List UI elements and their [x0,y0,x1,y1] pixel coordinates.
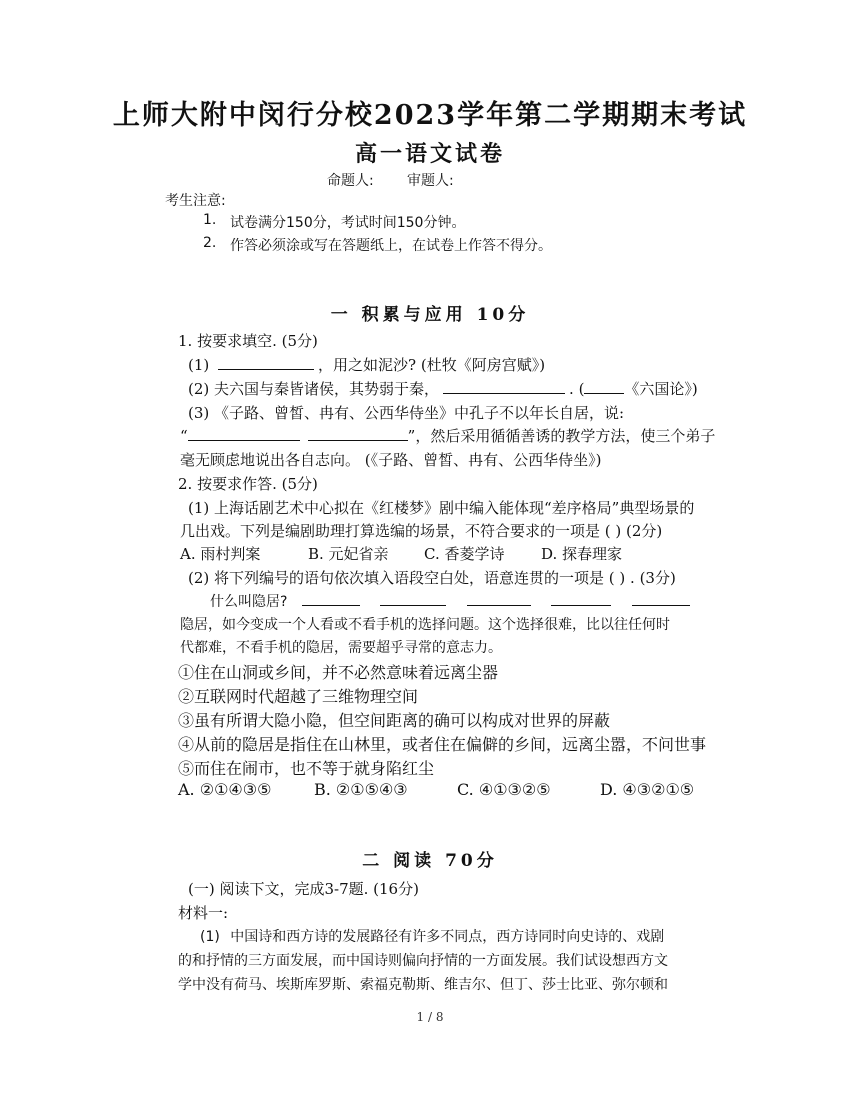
passage-line2: 隐居，如今变成一个人看或不看手机的选择问题。这个选择很难，比以往任何时 [180,617,670,633]
para-mark: (1) [200,929,220,945]
q1-sub3-line1: (3) 《子路、曾皙、冉有、公西华侍坐》中孔子不以年长自居，说: [188,404,625,422]
q1-sub2-text: (2) 夫六国与秦皆诸侯，其势弱于秦， [188,380,440,398]
para-line1-text: 中国诗和西方诗的发展路径有许多不同点，西方诗同时向史诗的、戏剧 [230,929,665,945]
section1-title: 一 积累与应用 10分 [330,305,530,325]
para-line1 [200,926,664,946]
q1-sub1 [188,354,545,375]
answer-blank [188,426,300,441]
q2-sub1-option-a: A. 雨村判案 [180,545,261,563]
answer-blank [467,591,531,606]
choice-5: ⑤而住在闹市，也不等于就身陷红尘 [178,759,435,778]
reviewer-label: 审题人: [407,173,454,189]
q1-stem: 1. 按要求填空. (5分) [178,332,318,350]
q2-sub1-option-b: B. 元妃省亲 [308,545,389,563]
exam-title: 上师大附中闵行分校2023学年第二学期期末考试 [112,100,748,131]
answer-blank [380,591,446,606]
passage-line3: 代都难，不看手机的隐居，需要超乎寻常的意志力。 [180,640,502,656]
answer-d: D. ④③②①⑤ [600,780,695,799]
passage-question: 什么叫隐居? [210,594,288,610]
answer-c: C. ④①③②⑤ [457,780,551,799]
page-number: 1 / 8 [416,1010,444,1024]
section2-title: 二 阅读 70分 [362,851,498,871]
q2-sub1-line2: 几出戏。下列是编剧助理打算选编的场景，不符合要求的一项是 ( ) (2分) [180,522,663,540]
q1-sub3-line3: 毫无顾虑地说出各自志向。 (《子路、曾皙、冉有、公西华侍坐》) [180,451,602,469]
note-1-text: 试卷满分150分，考试时间150分钟。 [230,215,466,231]
choice-4: ④从前的隐居是指住在山林里，或者住在偏僻的乡间，远离尘嚣，不问世事 [178,735,707,754]
q1-sub3-line2 [180,425,715,446]
q1-sub2-tail: . ( [569,380,585,398]
answer-blank [218,355,314,370]
q2-sub1-option-d: D. 探春理家 [541,545,623,563]
section2-intro: (一) 阅读下文，完成3-7题. (16分) [188,880,419,898]
q1-sub1-num: (1) [188,356,210,374]
note-2-num: 2. [203,235,217,251]
answer-blank [308,426,408,441]
q1-sub2 [188,378,698,399]
note-2-text: 作答必须涂或写在答题纸上，在试卷上作答不得分。 [230,238,552,254]
q2-sub1-line1: (1) 上海话剧艺术中心拟在《红楼梦》剧中编入能体现“差序格局”典型场景的 [188,499,695,517]
answer-blank [302,591,360,606]
exam-subtitle: 高一语文试卷 [354,141,505,167]
setter-label: 命题人: [327,173,374,189]
material-label: 材料一: [178,904,229,922]
q2-sub2-line1: (2) 将下列编号的语句依次填入语段空白处，语意连贯的一项是 ( ) . (3分) [188,569,676,587]
q1-sub3-tail: ”，然后采用循循善诱的教学方法，使三个弟子 [407,427,716,445]
q2-sub1-option-c: C. 香菱学诗 [424,545,505,563]
passage-line1 [210,591,690,611]
notes-heading: 考生注意: [165,193,226,209]
answer-blank [584,379,624,394]
q1-sub2-source: 《六国论》) [624,380,698,398]
choice-2: ②互联网时代超越了三维物理空间 [178,687,419,706]
para-line2: 的和抒情的三方面发展，而中国诗则偏向抒情的一方面发展。我们试设想西方文 [178,953,668,969]
answer-blank [551,591,611,606]
q1-sub1-text: ，用之如泥沙? (杜牧《阿房宫赋》) [318,356,546,374]
q2-stem: 2. 按要求作答. (5分) [178,475,318,493]
answer-blank [632,591,690,606]
q1-sub3-open: “ [180,427,188,445]
note-1-num: 1. [203,212,217,228]
answer-a: A. ②①④③⑤ [178,780,272,799]
choice-3: ③虽有所谓大隐小隐，但空间距离的确可以构成对世界的屏蔽 [178,711,611,730]
para-line3: 学中没有荷马、埃斯库罗斯、索福克勒斯、维吉尔、但丁、莎士比亚、弥尔顿和 [178,977,668,993]
answer-blank [443,379,565,394]
choice-1: ①住在山洞或乡间，并不必然意味着远离尘器 [178,663,499,682]
answer-b: B. ②①⑤④③ [314,780,408,799]
